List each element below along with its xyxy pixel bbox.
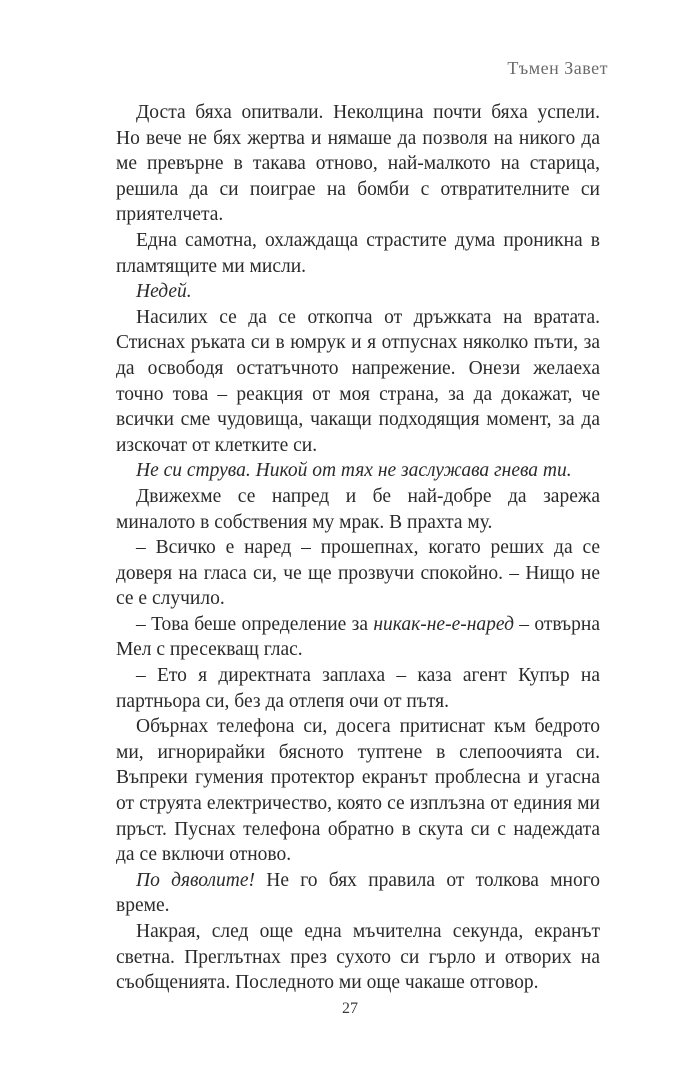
paragraph-italic: Не си струва. Никой от тях не заслужава гнева ти. xyxy=(136,460,572,482)
emphasis: никак-не-е-наред xyxy=(373,613,514,635)
running-head: Тъмен Завет xyxy=(507,58,608,78)
body-text xyxy=(116,100,600,996)
paragraph-text: Не го бях правила от толкова много време. xyxy=(116,869,600,917)
page-number: 27 xyxy=(342,1000,358,1017)
paragraph: – Всичко е наред – прошепнах, когато реших да се доверя на гласа си, че ще прозвучи спокойно. – Нищо не се е случило. xyxy=(116,537,600,610)
paragraph: Една самотна, охлаждаща страстите дума проникна в пламтящите ми мисли. xyxy=(116,229,600,277)
paragraph-italic: Недей. xyxy=(136,281,192,303)
paragraph: Доста бяха опитвали. Неколцина почти бяха успели. Но вече не бях жертва и нямаше да позволя на никого да ме превърне в такава отново, най-малкото на старица, решила да си поиграе на бомби с отвратителните си приятелчета. xyxy=(116,102,600,226)
paragraph xyxy=(116,612,600,663)
paragraph-text: – отвърна Мел с пресекващ глас. xyxy=(116,613,600,661)
emphasis: По дяволите! xyxy=(136,869,255,891)
paragraph: – Ето я директната заплаха – каза агент Купър на партньора си, без да отлепя очи от пътя. xyxy=(116,665,600,712)
paragraph: Насилих се да се откопча от дръжката на вратата. Стиснах ръката си в юмрук и я отпуснах няколко пъти, за да освободя остатъчното напрежение. Онези желаеха точно това – реакция от моя страна, за да докажат, че всички сме чудовища, чакащи подходящия момент, за да изскочат от клетките си. xyxy=(116,306,600,456)
paragraph: Накрая, след още една мъчителна секунда, екранът светна. Преглътнах през сухото си гърло и отворих на съобщенията. Последното ми още чакаше отговор. xyxy=(116,921,600,994)
paragraph xyxy=(116,868,600,919)
paragraph: Движехме се напред и бе най-добре да зарежа миналото в собствения му мрак. В прахта му. xyxy=(116,485,600,533)
paragraph: Обърнах телефона си, досега притиснат към бедрото ми, игнорирайки бясното туптене в слепоочията си. Въпреки гумения протектор екранът проблесна и угасна от струята електричество, която се изплъзна от единия ми пръст. Пуснах телефона обратно в скута си с надеждата да се включи отново. xyxy=(116,716,600,866)
paragraph-text: – Това беше определение за xyxy=(136,613,374,635)
